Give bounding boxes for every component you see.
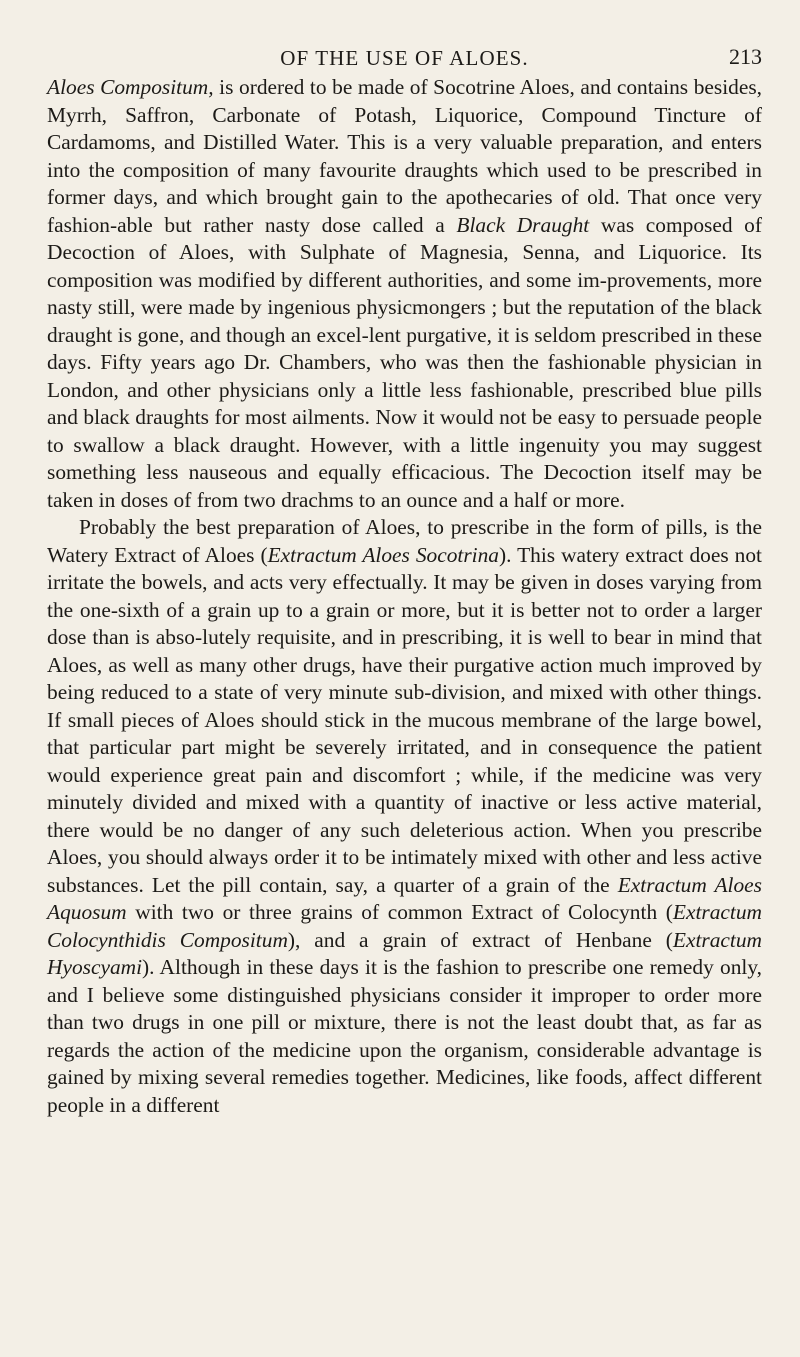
text-run: was composed of Decoction of Aloes, with Sulphate of Magnesia, Senna, and Liquorice. Its composition was modified by different authorities, and some im-provements, more nasty still, were made by ingenious physicmongers ; but the reputation of the black draught is gone, and though an excel-lent purgative, it is seldom prescribed in these days. Fifty years ago Dr. Chambers, who was then the fashionable physician in London, and other physicians only a little less fashionable, prescribed blue pills and black draughts for most ailments. Now it would not be easy to persuade people to swallow a black draught. However, with a little ingenuity you may suggest something less nauseous and equally efficacious. The Decoction itself may be taken in doses of from two drachms to an ounce and a half or more. [47,212,762,512]
paragraph [47,514,762,1119]
page-number: 213 [729,44,762,69]
italic-text-run: Extractum Hyoscyami [47,927,762,979]
running-header [47,0,762,74]
text-run: with two or three grains of common Extract of Colocynth ( [126,900,673,924]
italic-text-run: Extractum Aloes Aquosum [47,872,762,924]
italic-text-run: Black Draught [456,212,590,237]
italic-text-run: Aloes Compositum, [47,75,214,99]
italic-text-run: Extractum Aloes Socotrina [267,542,500,567]
text-run: is ordered to be made of Socotrine Aloes, and contains besides, Myrrh, Saffron, Carbonate of Potash, Liquorice, Compound Tincture of Cardamoms, and Distilled Water. This is a very valuable preparation, and enters into the composition of many favourite draughts which used to be prescribed in former days, and which brought gain to the apothecaries of old. That once very fashion-able but rather nasty dose called a [47,75,763,237]
text-run: Probably the best preparation of Aloes, to prescribe in the form of pills, is the Watery Extract of Aloes ( [47,515,762,567]
text-run: ), and a grain of extract of Henbane ( [287,927,673,952]
paragraph [47,74,762,514]
text-run: ). Although in these days it is the fashion to prescribe one remedy only, and I believe some distinguished physicians consider it improper to order more than two drugs in one pill or mixture, there is not the least doubt that, as far as regards the action of the medicine upon the organism, considerable advantage is gained by mixing several remedies together. Medicines, like foods, affect different people in a different [47,955,762,1117]
running-title: OF THE USE OF ALOES. [280,46,529,70]
text-run: ). This watery extract does not irritate the bowels, and acts very effectually. It may be given in doses varying from the one-sixth of a grain up to a grain or more, but it is better not to order a larger dose than is abso-lutely requisite, and in prescribing, it is well to bear in mind that Aloes, as well as many other drugs, have their purgative action much improved by being reduced to a state of very minute sub-division, and mixed with other things. If small pieces of Aloes should stick in the mucous membrane of the large bowel, that particular part might be severely irritated, and in consequence the patient would experience great pain and discomfort ; while, if the medicine was very minutely divided and mixed with a quantity of inactive or less active material, there would be no danger of any such deleterious action. When you prescribe Aloes, you should always order it to be intimately mixed with other and less active substances. Let the pill contain, say, a quarter of a grain of the [47,542,762,897]
body-text [47,74,762,1119]
italic-text-run: Extractum Colocynthidis Compositum [47,900,762,952]
